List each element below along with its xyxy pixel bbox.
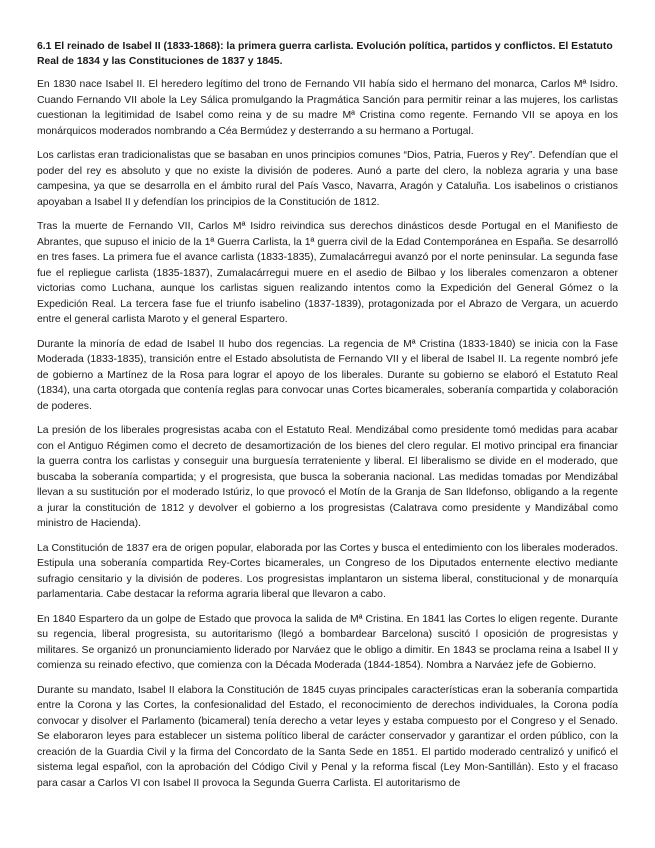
paragraph-regencies: Durante la minoría de edad de Isabel II hubo dos regencias. La regencia de Mª Cristina (1833-1840) se inicia con la Fase Moderada (1833-1835), transición entre el Estado absolutista de Fernando VII y el liberal de Isabel II. La regente nombró jefe de gobierno a Martínez de la Rosa para lograr el apoyo de los liberales. Durante su gobierno se elaboró el Estatuto Real (1834), una carta otorgada que contenía reglas para convocar unas Cortes bicamerales, soberanía compartida y colaboración de poderes. bbox=[37, 338, 618, 412]
paragraph-carlists: Los carlistas eran tradicionalistas que se basaban en unos principios comunes “Dios, Patria, Fueros y Rey”. Defendían que el poder del rey es absoluto y que no existe la división de poderes. Aunó a parte del clero, la nobleza agraria y una base campesina, ya que se desarrolla en el ámbito rural del País Vasco, Navarra, Aragón y Cataluña. Los isabelinos o cristianos apoyaban a Isabel II y defendían los principios de la Constitución de 1812. bbox=[37, 150, 618, 208]
document-title: 6.1 El reinado de Isabel II (1833-1868): la primera guerra carlista. Evolución política, partidos y conflictos. El Estatuto Real de 1834 y las Constituciones de 1837 y 1845. bbox=[37, 41, 613, 67]
paragraph-espartero: En 1840 Espartero da un golpe de Estado que provoca la salida de Mª Cristina. En 1841 las Cortes lo eligen regente. Durante su regencia, liberal progresista, su autoritarismo (llegó a bombardear Barcelona) suscitó l oposición de progresistas y militares. Se organizó un pronunciamiento liderado por Narváez que le obligo a dimitir. En 1843 se proclama reina a Isabel II y comienza su reinado efectivo, que comienza con la Década Moderada (1844-1854). Nombra a Narváez jefe de Gobierno. bbox=[37, 613, 618, 671]
paragraph-birth-of-isabel: En 1830 nace Isabel II. El heredero legítimo del trono de Fernando VII había sido el hermano del monarca, Carlos Mª Isidro. Cuando Fernando VII abole la Ley Sálica promulgando la Pragmática Sanción para permitir reinar a las mujeres, los carlistas cuestionan la legitimidad de Isabel como reina y de su madre Mª Cristina como regente. Fernando VII se apoya en los monárquicos moderados nombrando a Céa Bermúdez y desterrando a su hermano a Portugal. bbox=[37, 79, 618, 137]
document-page bbox=[37, 40, 618, 800]
paragraph-first-carlist-war: Tras la muerte de Fernando VII, Carlos Mª Isidro reivindica sus derechos dinásticos desde Portugal en el Manifiesto de Abrantes, que supuso el inicio de la 1ª Guerra Carlista, la 1ª guerra civil de la Edad Contemporánea en España. Se desarrolló en tres fases. La primera fue el avance carlista (1833-1835), Zumalacárregui avanzó por el norte peninsular. La segunda fase fue el repliegue carlista (1835-1837), Zumalacárregui muere en el asedio de Bilbao y los liberales comenzaron a obtener victorias como Luchana, aunque los carlistas siguen realizando intentos como la Expedición del General Gómez o la Expedición Real. La tercera fase fue el triunfo isabelino (1837-1839), protagonizada por el Abrazo de Vergara, un acuerdo entre el general carlista Maroto y el general Espartero. bbox=[37, 221, 618, 325]
paragraph-constitution-1837: La Constitución de 1837 era de origen popular, elaborada por las Cortes y busca el entedimiento con los liberales moderados. Estipula una soberanía compartida Rey-Cortes bicamerales, un Congreso de los Diputados enternente electivo mediante sufragio censitario y la división de poderes. Los progresistas implantaron un sistema liberal, constitucional y de monarquía parlamentaria. Cabe destacar la reforma agraria liberal que llevaron a cabo. bbox=[37, 542, 618, 600]
paragraph-progressive-liberals: La presión de los liberales progresistas acaba con el Estatuto Real. Mendizábal como presidente tomó medidas para acabar con el Antiguo Régimen como el decreto de desamortización de los bienes del clero regular. El motivo principal era financiar la guerra contra los carlistas y conseguir una burguesía terrateniente y liberal. El liberalismo se divide en el moderado, que buscaba la soberanía compartida; y el progresista, que busca la soberania nacional. Las medidas tomadas por Mendizábal llevan a su sustitución por el moderado Istúriz, lo que provocó el Motín de la Granja de San Ildefonso, obligando a la regente a jurar la constitución de 1812 y devolver el gobierno a los progresistas (Calatrava como presidente y Mandizábal como ministro de Hacienda). bbox=[37, 425, 618, 529]
paragraph-constitution-1845: Durante su mandato, Isabel II elabora la Constitución de 1845 cuyas principales características eran la soberanía compartida entre la Corona y las Cortes, la confesionalidad del Estado, el reconocimiento de derechos individuales, la Corona podía convocar y disolver el Parlamento (bicameral) tenía derecho a vetar leyes y estaba compuesto por el Congreso y el Senado. Se elaboraron leyes para establecer un sistema político liberal de carácter conservador y garantizar el orden público, con la creación de la Guardia Civil y la firma del Concordato de la Santa Sede en 1851. El partido moderado centralizó y unificó el sistema legal español, con la aprobación del Código Civil y Penal y la reforma fiscal (Ley Mon-Santillán). Esto y el fracaso para casar a Carlos VI con Isabel II provoca la Segunda Guerra Carlista. El autoritarismo de bbox=[37, 684, 618, 789]
